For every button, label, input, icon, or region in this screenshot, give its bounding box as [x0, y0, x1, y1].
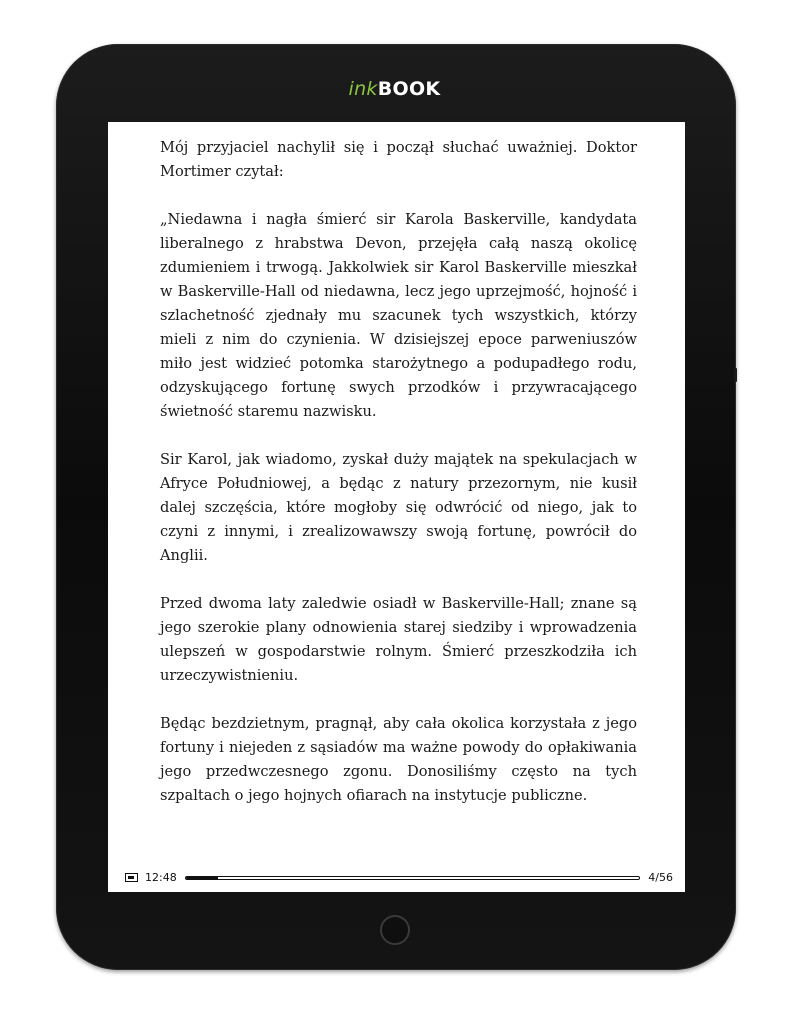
home-button[interactable]: [380, 915, 410, 945]
page-indicator: 4/56: [648, 871, 673, 884]
status-bar: [108, 869, 685, 889]
brand-logo-prefix: ink: [348, 78, 378, 100]
ereader-screen[interactable]: [108, 122, 685, 892]
brand-logo: [0, 78, 789, 100]
battery-icon: [125, 873, 138, 882]
paragraph: Sir Karol, jak wiadomo, zyskał duży majątek na spekulacjach w Afryce Południowej, a będąc z natury przezornym, nie kusił dalej szczęścia, które mogłoby się odwrócić od niego, jak to czyni z innymi, i zrealizowawszy swoją fortunę, powrócił do Anglii.: [160, 451, 637, 564]
paragraph: Przed dwoma laty zaledwie osiadł w Baskerville-Hall; znane są jego szerokie plany odnowienia starej siedziby i wprowadzenia ulepszeń w gospodarstwie rolnym. Śmierć przeszkodziła ich urzeczywistnieniu.: [160, 595, 637, 684]
paragraph: Będąc bezdzietnym, pragnął, aby cała okolica korzystała z jego fortuny i niejeden z sąsiadów ma ważne powody do opłakiwania jego przedwczesnego zgonu. Donosiliśmy często na tych szpaltach o jego hojnych ofiarach na instytucje publiczne.: [160, 715, 637, 804]
power-button[interactable]: [734, 368, 737, 382]
paragraph: Mój przyjaciel nachylił się i począł słuchać uważniej. Doktor Mortimer czytał:: [160, 139, 637, 180]
brand-logo-name: BOOK: [377, 78, 441, 100]
reading-progress-bar[interactable]: [185, 876, 640, 880]
book-text[interactable]: [160, 136, 637, 832]
reading-progress-fill: [186, 877, 218, 879]
clock-time: 12:48: [145, 871, 177, 884]
paragraph: „Niedawna i nagła śmierć sir Karola Baskerville, kandydata liberalnego z hrabstwa Devon, przejęła całą naszą okolicę zdumieniem i trwogą. Jakkolwiek sir Karol Baskerville mieszkał w Baskerville-Hall od niedawna, lecz jego uprzejmość, hojność i szlachetność zjednały mu szacunek tych wszystkich, którzy mieli z nim do czynienia. W dzisiejszej epoce parweniuszów miło jest widzieć potomka starożytnego a podupadłego rodu, odzyskującego fortunę swych przodków i przywracającego świetność staremu nazwisku.: [160, 211, 637, 420]
